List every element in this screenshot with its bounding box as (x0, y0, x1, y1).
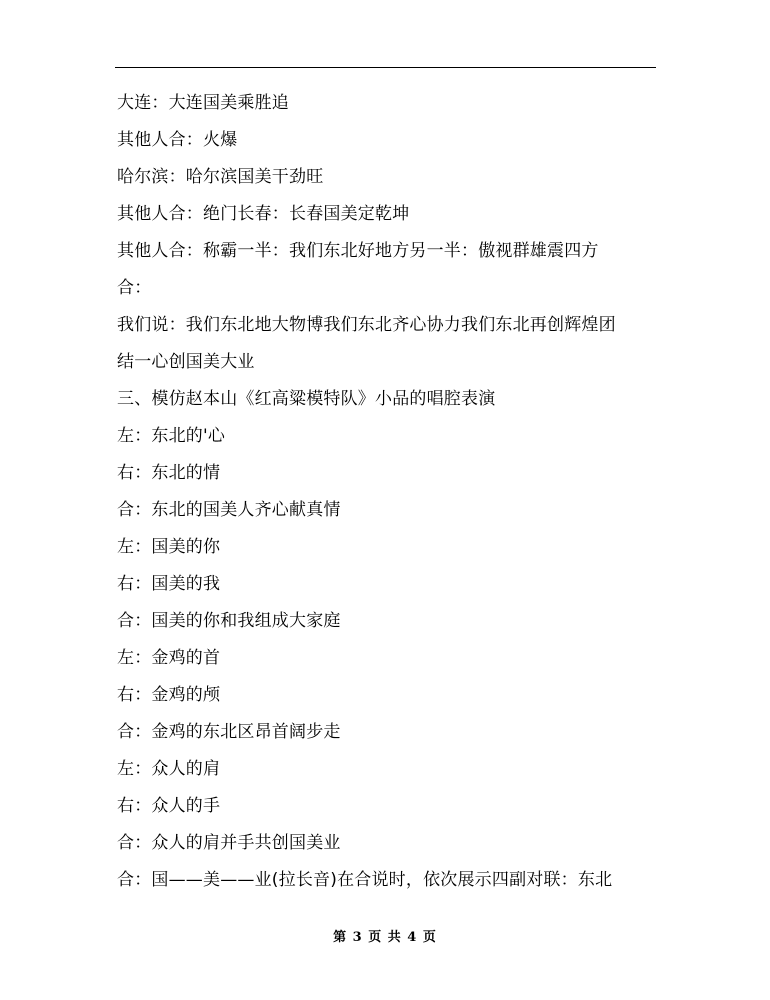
text-line: 左：东北的'心 (117, 426, 226, 446)
text-line: 合：国美的你和我组成大家庭 (117, 611, 341, 631)
text-line: 其他人合：火爆 (117, 130, 238, 150)
text-line: 结一心创国美大业 (117, 352, 255, 372)
text-line: 右：东北的情 (117, 463, 221, 483)
text-line: 合：东北的国美人齐心献真情 (117, 500, 341, 520)
text-line: 合： (117, 278, 152, 298)
section-heading: 三、模仿赵本山《红高粱模特队》小品的唱腔表演 (117, 389, 496, 409)
text-line: 左：众人的肩 (117, 759, 221, 779)
text-line: 其他人合：绝门长春：长春国美定乾坤 (117, 204, 410, 224)
text-line: 右：众人的手 (117, 796, 221, 816)
document-body (117, 88, 657, 902)
text-line: 其他人合：称霸一半：我们东北好地方另一半：傲视群雄震四方 (117, 241, 599, 261)
text-line: 哈尔滨：哈尔滨国美干劲旺 (117, 167, 324, 187)
text-line: 左：金鸡的首 (117, 648, 221, 668)
text-line: 合：众人的肩并手共创国美业 (117, 833, 341, 853)
text-line: 右：金鸡的颅 (117, 685, 221, 705)
header-rule (115, 67, 656, 68)
text-line: 我们说：我们东北地大物博我们东北齐心协力我们东北再创辉煌团 (117, 315, 616, 335)
text-line: 合：金鸡的东北区昂首阔步走 (117, 722, 341, 742)
text-line: 合：国——美——业(拉长音)在合说时，依次展示四副对联：东北 (117, 870, 613, 890)
text-line: 右：国美的我 (117, 574, 221, 594)
page-number-footer: 第 3 页 共 4 页 (333, 930, 437, 945)
text-line: 左：国美的你 (117, 537, 221, 557)
text-line: 大连：大连国美乘胜追 (117, 93, 289, 113)
